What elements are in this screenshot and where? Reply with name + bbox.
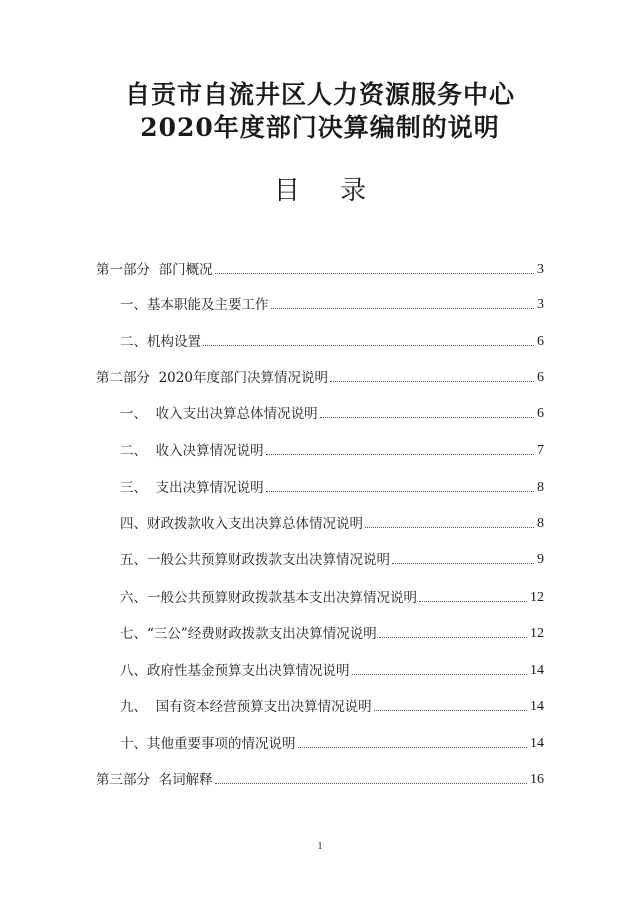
toc-entry-page: 9: [537, 552, 544, 567]
toc-entry-page: 12: [530, 626, 544, 641]
toc-entry[interactable]: [96, 368, 544, 388]
page-number: 1: [317, 841, 323, 852]
toc-dot-leader: [266, 454, 534, 455]
toc-entry-label: 九、 国有资本经营预算支出决算情况说明: [120, 699, 372, 715]
toc-dot-leader: [365, 527, 534, 528]
toc-entry[interactable]: [120, 550, 544, 570]
toc-entry-label: 五、一般公共预算财政拨款支出决算情况说明: [120, 552, 390, 568]
toc-entry[interactable]: [120, 588, 544, 608]
toc-entry-page: 6: [537, 406, 544, 421]
document-title-line-2: 2020年度部门决算编制的说明: [140, 113, 500, 142]
toc-dot-leader: [215, 783, 527, 784]
toc-dot-leader: [392, 563, 534, 564]
toc-dot-leader: [320, 417, 534, 418]
toc-entry[interactable]: [96, 260, 544, 280]
toc-entry[interactable]: [120, 295, 544, 315]
document-title-line-1: 自贡市自流井区人力资源服务中心: [124, 80, 515, 109]
toc-entry[interactable]: [120, 697, 544, 717]
toc-entry-label: 六、一般公共预算财政拨款基本支出决算情况说明: [120, 590, 417, 606]
toc-entry[interactable]: [120, 624, 544, 644]
toc-entry[interactable]: [120, 734, 544, 754]
toc-entry[interactable]: [120, 332, 544, 352]
toc-entry-page: 3: [537, 262, 544, 277]
toc-entry-label: 第一部分 部门概况: [96, 262, 213, 278]
toc-entry-page: 14: [530, 663, 544, 678]
toc-dot-leader: [419, 601, 527, 602]
toc-entry-label: 八、政府性基金预算支出决算情况说明: [120, 663, 350, 679]
toc-dot-leader: [352, 674, 528, 675]
toc-entry-label: 三、 支出决算情况说明: [120, 480, 264, 496]
toc-heading: 目 录: [273, 176, 383, 206]
toc-entry[interactable]: [120, 661, 544, 681]
toc-entry-label: 十、其他重要事项的情况说明: [120, 736, 296, 752]
toc-dot-leader: [203, 345, 534, 346]
toc-entry-page: 6: [537, 334, 544, 349]
toc-entry[interactable]: [120, 514, 544, 534]
toc-entry-page: 14: [530, 699, 544, 714]
toc-entry-label: 一、基本职能及主要工作: [120, 297, 269, 313]
toc-entry-page: 6: [537, 370, 544, 385]
toc-entry-label: 七、“三公”经费财政拨款支出决算情况说明: [120, 626, 377, 642]
toc-entry-label: 四、财政拨款收入支出决算总体情况说明: [120, 516, 363, 532]
toc-dot-leader: [330, 381, 534, 382]
toc-entry-label: 二、 收入决算情况说明: [120, 443, 264, 459]
toc-dot-leader: [374, 710, 527, 711]
toc-entry[interactable]: [120, 404, 544, 424]
toc-entry-page: 12: [530, 590, 544, 605]
toc-entry-page: 8: [537, 516, 544, 531]
toc-entry[interactable]: [120, 478, 544, 498]
toc-dot-leader: [271, 308, 535, 309]
toc-entry-page: 14: [530, 736, 544, 751]
toc-entry-label: 二、机构设置: [120, 334, 201, 350]
toc-dot-leader: [298, 747, 528, 748]
toc-entry[interactable]: [120, 441, 544, 461]
toc-entry-label: 第二部分 2020年度部门决算情况说明: [96, 370, 328, 386]
toc-entry-page: 16: [530, 772, 544, 787]
toc-entry-label: 第三部分 名词解释: [96, 772, 213, 788]
toc-dot-leader: [266, 491, 534, 492]
toc-dot-leader: [215, 273, 534, 274]
toc-dot-leader: [379, 637, 527, 638]
toc-entry-page: 8: [537, 480, 544, 495]
toc-entry-page: 7: [537, 443, 544, 458]
toc-entry-label: 一、 收入支出决算总体情况说明: [120, 406, 318, 422]
toc-entry[interactable]: [96, 770, 544, 790]
toc-entry-page: 3: [537, 297, 544, 312]
